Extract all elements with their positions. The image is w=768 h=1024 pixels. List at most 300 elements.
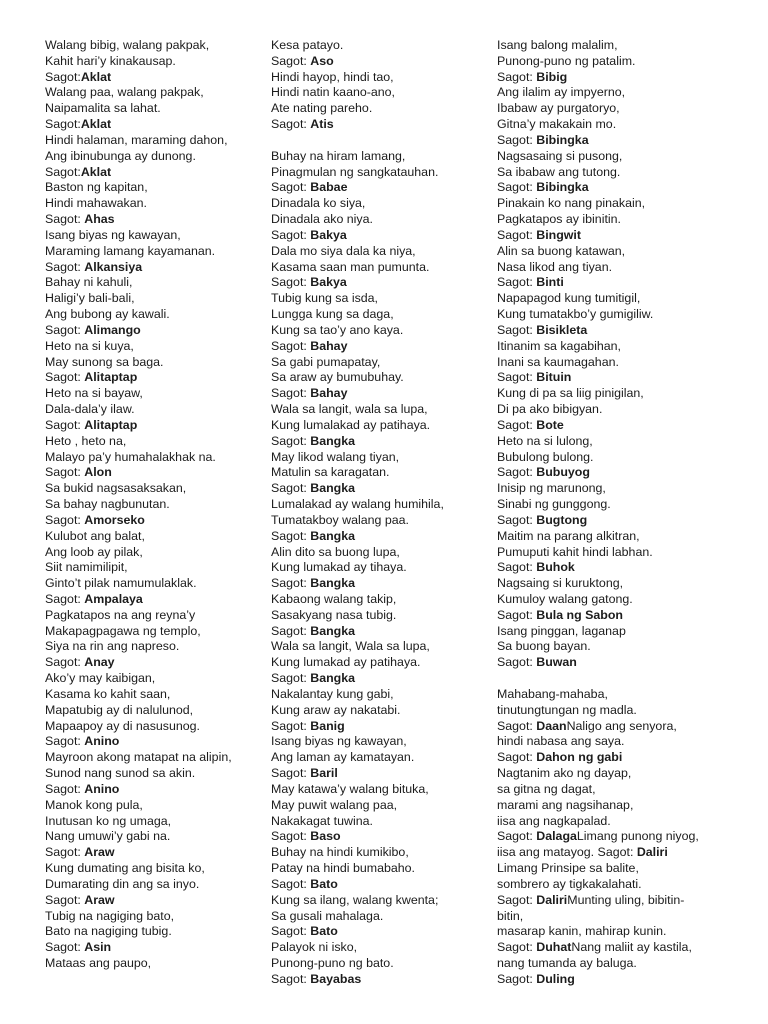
line-text: tinutungtungan ng madla. (497, 702, 637, 717)
answer-line (271, 180, 493, 196)
answer-line (45, 845, 265, 861)
line-text: May likod walang tiyan, (271, 449, 400, 464)
line-text: Sagot: (271, 924, 311, 939)
answer-text: Bugtong (536, 512, 588, 527)
line-text: Mayroon akong matapat na alipin, (45, 750, 232, 765)
riddle-line (45, 671, 265, 687)
answer-text: Buhok (536, 560, 575, 575)
line-text: Pagkatapos ay ibinitin. (497, 212, 621, 227)
line-text: Sa gusali mahalaga. (271, 908, 384, 923)
riddle-line (45, 481, 265, 497)
answer-text: Bibingka (536, 180, 589, 195)
line-text: Sagot: (271, 180, 311, 195)
line-text: Heto na si bayaw, (45, 386, 143, 401)
riddle-line (271, 149, 493, 165)
line-text: Siit namimilipit, (45, 560, 128, 575)
line-text: Nakalantay kung gabi, (271, 686, 394, 701)
line-text: Sunod nang sunod sa akin. (45, 766, 196, 781)
riddle-line (497, 339, 759, 355)
answer-text: Bato (310, 876, 338, 891)
line-text: Maraming lamang kayamanan. (45, 243, 216, 258)
riddle-line (497, 307, 759, 323)
answer-text: Bangka (310, 433, 356, 448)
answer-text: Alimango (84, 322, 141, 337)
answer-text: Aklat (80, 164, 112, 179)
answer-text: Bula ng Sabon (536, 607, 624, 622)
answer-text: Amorseko (84, 512, 145, 527)
riddle-line (497, 38, 759, 54)
answer-text: Bakya (310, 227, 347, 242)
line-text: Sagot: (497, 892, 537, 907)
line-text: Baston ng kapitan, (45, 180, 148, 195)
line-text: Sagot: (497, 971, 537, 986)
riddle-line (271, 465, 493, 481)
line-text: Inisip ng marunong, (497, 481, 606, 496)
answer-line (497, 370, 759, 386)
answer-line (497, 418, 759, 434)
line-text: Nang umuwi’y gabi na. (45, 829, 171, 844)
line-text: Ibabaw ay purgatoryo, (497, 101, 620, 116)
answer-line (45, 370, 265, 386)
answer-text: Alkansiya (84, 259, 143, 274)
line-text: Sa gabi pumapatay, (271, 354, 381, 369)
line-text: Napapagod kung tumitigil, (497, 291, 641, 306)
riddle-line (271, 323, 493, 339)
line-text: Dumarating din ang sa inyo. (45, 876, 200, 891)
answer-line (271, 972, 493, 988)
answer-text: Bangka (310, 576, 356, 591)
line-text: Ang ibinubunga ay dunong. (45, 148, 196, 163)
answer-text: Anino (84, 781, 120, 796)
answer-text: Aklat (80, 69, 112, 84)
answer-line (497, 829, 759, 845)
line-text: Sagot: (45, 892, 85, 907)
riddle-line (497, 244, 759, 260)
line-text: Wala sa langit, wala sa lupa, (271, 402, 428, 417)
line-text: Sagot: (497, 180, 537, 195)
line-text: Nagsasaing si pusong, (497, 148, 623, 163)
answer-line (45, 592, 265, 608)
line-text: Kulubot ang balat, (45, 528, 145, 543)
line-text: Malayo pa’y humahalakhak na. (45, 449, 216, 464)
line-text: Heto na si kuya, (45, 338, 134, 353)
riddle-line (271, 750, 493, 766)
riddle-line (497, 909, 759, 925)
riddle-line (45, 877, 265, 893)
line-text: Heto , heto na, (45, 433, 127, 448)
line-text: Ako’y may kaibigan, (45, 671, 156, 686)
riddle-line (497, 481, 759, 497)
riddle-line (45, 719, 265, 735)
riddle-line (271, 703, 493, 719)
riddle-line (45, 608, 265, 624)
line-text: Limang Prinsipe sa balite, (497, 861, 639, 876)
riddle-line (271, 307, 493, 323)
riddle-line (497, 703, 759, 719)
riddle-line (497, 814, 759, 830)
riddle-line (271, 402, 493, 418)
answer-line (271, 671, 493, 687)
answer-line (45, 940, 265, 956)
line-text: Sagot: (45, 512, 85, 527)
column-3 (497, 38, 759, 988)
riddle-line (271, 782, 493, 798)
riddle-line (497, 766, 759, 782)
line-text: Sagot: (271, 829, 311, 844)
line-text: Sagot: (497, 69, 537, 84)
line-text: sa gitna ng dagat, (497, 781, 596, 796)
answer-line (271, 54, 493, 70)
riddle-line (271, 893, 493, 909)
line-text: Wala sa langit, Wala sa lupa, (271, 639, 430, 654)
riddle-line (271, 244, 493, 260)
answer-line (45, 418, 265, 434)
line-text: Naligo ang senyora, (566, 718, 677, 733)
riddle-line (497, 576, 759, 592)
line-text: Hindi mahawakan. (45, 196, 147, 211)
answer-line (45, 165, 265, 181)
answer-line (271, 434, 493, 450)
riddle-line (45, 355, 265, 371)
riddle-line (45, 829, 265, 845)
line-text: Sagot: (271, 528, 311, 543)
answer-line (271, 719, 493, 735)
answer-text: Bituin (536, 370, 572, 385)
answer-line (271, 529, 493, 545)
riddle-line (45, 545, 265, 561)
line-text: Nagtanim ako ng dayap, (497, 766, 632, 781)
line-text: Kasama saan man pumunta. (271, 259, 430, 274)
line-text: Kung dumating ang bisita ko, (45, 861, 205, 876)
answer-line (271, 766, 493, 782)
riddle-line (271, 38, 493, 54)
riddle-line (497, 402, 759, 418)
riddle-line (497, 687, 759, 703)
riddle-line (271, 814, 493, 830)
answer-text: Atis (310, 117, 334, 132)
line-text: Sagot: (497, 655, 537, 670)
riddle-line (45, 38, 265, 54)
riddle-line (45, 924, 265, 940)
line-text: Punong-puno ng patalim. (497, 53, 636, 68)
riddle-line (45, 703, 265, 719)
line-text: Sagot: (45, 370, 85, 385)
line-text: Buhay na hiram lamang, (271, 148, 406, 163)
line-text: Mataas ang paupo, (45, 956, 152, 971)
riddle-line (45, 149, 265, 165)
answer-line (497, 719, 759, 735)
line-text: Sagot: (45, 117, 81, 132)
answer-line (45, 323, 265, 339)
line-text: Kung lumakad ay tihaya. (271, 560, 407, 575)
line-text: Bato na nagiging tubig. (45, 924, 172, 939)
answer-line (271, 877, 493, 893)
answer-line (497, 133, 759, 149)
answer-line (271, 624, 493, 640)
line-text: Sagot: (497, 718, 537, 733)
line-text: Sagot: (45, 322, 85, 337)
answer-text: Bubuyog (536, 465, 590, 480)
line-text: Manok kong pula, (45, 797, 143, 812)
line-text: Ang bubong ay kawali. (45, 307, 170, 322)
riddle-line (45, 85, 265, 101)
riddle-line (271, 592, 493, 608)
line-text: Sa ibabaw ang tutong. (497, 164, 621, 179)
line-text: Kung araw ay nakatabi. (271, 702, 401, 717)
stanza-gap (497, 671, 759, 687)
line-text: Bubulong bulong. (497, 449, 594, 464)
line-text: May puwit walang paa, (271, 797, 398, 812)
answer-text: Banig (310, 718, 345, 733)
answer-line (45, 893, 265, 909)
riddle-line (497, 624, 759, 640)
answer-line (497, 972, 759, 988)
line-text: Sagot: (497, 370, 537, 385)
line-text: Nakakagat tuwina. (271, 813, 373, 828)
answer-text: Daan (536, 718, 567, 733)
answer-line (45, 70, 265, 86)
line-text: Tumatakboy walang paa. (271, 512, 409, 527)
line-text: Itinanim sa kagabihan, (497, 338, 621, 353)
line-text: Dala mo siya dala ka niya, (271, 243, 416, 258)
line-text: Kumuloy walang gatong. (497, 591, 633, 606)
riddle-line (271, 734, 493, 750)
riddle-line (271, 101, 493, 117)
riddle-line (45, 402, 265, 418)
riddle-line (271, 639, 493, 655)
line-text: Dinadala ko siya, (271, 196, 366, 211)
line-text: Sagot: (271, 766, 311, 781)
answer-line (45, 513, 265, 529)
line-text: Dala-dala’y ilaw. (45, 402, 135, 417)
line-text: Sagot: (497, 750, 537, 765)
riddle-line (271, 513, 493, 529)
riddle-line (497, 956, 759, 972)
riddle-line (497, 639, 759, 655)
answer-line (271, 275, 493, 291)
riddle-line (271, 497, 493, 513)
riddle-line (497, 434, 759, 450)
line-text: Ang laman ay kamatayan. (271, 750, 415, 765)
riddle-line (271, 355, 493, 371)
riddle-line (45, 275, 265, 291)
line-text: Limang punong niyog, (576, 829, 699, 844)
line-text: Kung sa ilang, walang kwenta; (271, 892, 439, 907)
stanza-gap (271, 133, 493, 149)
line-text: Buhay na hindi kumikibo, (271, 845, 409, 860)
line-text: Sagot: (271, 876, 311, 891)
line-text: Sagot: (497, 607, 537, 622)
riddle-line (45, 639, 265, 655)
riddle-line (497, 861, 759, 877)
riddle-line (497, 196, 759, 212)
riddle-line (45, 244, 265, 260)
line-text: Nasa likod ang tiyan. (497, 259, 613, 274)
answer-text: Bingwit (536, 227, 582, 242)
answer-text: Ahas (84, 212, 115, 227)
line-text: Sagot: (45, 259, 85, 274)
answer-text: Aklat (80, 117, 112, 132)
line-text: Nang maliit ay kastila, (571, 940, 692, 955)
riddle-line (45, 101, 265, 117)
riddle-line (45, 687, 265, 703)
answer-line (45, 734, 265, 750)
line-text: Sagot: (45, 845, 85, 860)
column-2 (271, 38, 493, 988)
riddle-line (497, 117, 759, 133)
line-text: iisa ang nagkapalad. (497, 813, 611, 828)
line-text: Sagot: (271, 481, 311, 496)
line-text: Kesa patayo. (271, 38, 344, 52)
line-text: Sagot: (497, 322, 537, 337)
answer-text: Duhat (536, 940, 572, 955)
answer-text: Bangka (310, 623, 356, 638)
line-text: Pinakain ko nang pinakain, (497, 196, 646, 211)
line-text: Sagot: (271, 53, 311, 68)
answer-text: Araw (84, 845, 115, 860)
line-text: iisa ang matayog. Sagot: (497, 845, 637, 860)
line-text: Walang bibig, walang pakpak, (45, 38, 210, 52)
answer-text: Bayabas (310, 971, 362, 986)
line-text: Sagot: (497, 132, 537, 147)
answer-line (45, 655, 265, 671)
line-text: Sagot: (271, 433, 311, 448)
line-text: Inutusan ko ng umaga, (45, 813, 172, 828)
line-text: Sinabi ng gunggong. (497, 497, 611, 512)
answer-line (497, 513, 759, 529)
line-text: Kahit hari’y kinakausap. (45, 53, 176, 68)
line-text: Sagot: (45, 212, 85, 227)
answer-line (271, 228, 493, 244)
answer-line (271, 117, 493, 133)
line-text: Sa buong bayan. (497, 639, 591, 654)
line-text: Isang biyas ng kawayan, (271, 734, 407, 749)
riddle-line (45, 861, 265, 877)
line-text: Di pa ako bibigyan. (497, 402, 603, 417)
line-text: Ate nating pareho. (271, 101, 373, 116)
answer-line (497, 655, 759, 671)
line-text: Maitim na parang alkitran, (497, 528, 640, 543)
riddle-line (497, 798, 759, 814)
line-text: Nagsaing si kuruktong, (497, 576, 624, 591)
answer-line (271, 576, 493, 592)
line-text: Palayok ni isko, (271, 940, 358, 955)
line-text: Kung di pa sa liig pinigilan, (497, 386, 644, 401)
line-text: Matulin sa karagatan. (271, 465, 390, 480)
riddle-line (271, 845, 493, 861)
answer-text: Bibingka (536, 132, 589, 147)
line-text: Sagot: (271, 971, 311, 986)
line-text: Kung lumakad ay patihaya. (271, 655, 421, 670)
answer-text: Anino (84, 734, 120, 749)
line-text: Heto na si lulong, (497, 433, 593, 448)
riddle-line (497, 450, 759, 466)
line-text: Sagot: (45, 591, 85, 606)
line-text: Munting uling, bibitin- (567, 892, 685, 907)
line-text: Sagot: (45, 164, 81, 179)
riddle-line (497, 782, 759, 798)
riddle-line (497, 545, 759, 561)
answer-text: Anay (84, 655, 115, 670)
line-text: Lungga kung sa daga, (271, 307, 394, 322)
answer-text: Duling (536, 971, 575, 986)
line-text: Sagot: (497, 560, 537, 575)
riddle-line (271, 545, 493, 561)
answer-line (497, 845, 759, 861)
line-text: Sa araw ay bumubuhay. (271, 370, 404, 385)
line-text: Sagot: (271, 671, 311, 686)
line-text: Sagot: (271, 576, 311, 591)
riddle-line (271, 608, 493, 624)
line-text: Sagot: (45, 734, 85, 749)
line-text: Inani sa kaumagahan. (497, 354, 619, 369)
riddle-line (45, 450, 265, 466)
line-text: Lumalakad ay walang humihila, (271, 497, 444, 512)
riddle-line (497, 54, 759, 70)
line-text: Sagot: (45, 417, 85, 432)
riddle-line (497, 165, 759, 181)
line-text: Pinagmulan ng sangkatauhan. (271, 164, 439, 179)
line-text: May sunong sa baga. (45, 354, 164, 369)
riddle-line (271, 260, 493, 276)
riddle-line (497, 101, 759, 117)
riddle-line (497, 212, 759, 228)
line-text: Sagot: (497, 512, 537, 527)
line-text: Ang loob ay pilak, (45, 544, 143, 559)
riddle-line (271, 940, 493, 956)
answer-text: Bangka (310, 481, 356, 496)
riddle-line (45, 291, 265, 307)
answer-text: Baril (310, 766, 338, 781)
answer-text: Binti (536, 275, 564, 290)
riddle-line (497, 529, 759, 545)
line-text: marami ang nagsihanap, (497, 797, 634, 812)
answer-line (497, 465, 759, 481)
riddle-line (497, 877, 759, 893)
answer-line (497, 180, 759, 196)
line-text: Hindi halaman, maraming dahon, (45, 132, 228, 147)
line-text: hindi nabasa ang saya. (497, 734, 625, 749)
answer-line (45, 465, 265, 481)
riddle-line (45, 529, 265, 545)
answer-text: Babae (310, 180, 348, 195)
line-text: Ginto’t pilak namumulaklak. (45, 576, 197, 591)
line-text: Mapaapoy ay di nasusunog. (45, 718, 200, 733)
line-text: Dinadala ako niya. (271, 212, 373, 227)
riddle-line (271, 956, 493, 972)
answer-line (497, 275, 759, 291)
line-text: Sagot: (271, 227, 311, 242)
riddle-line (45, 307, 265, 323)
riddle-line (497, 734, 759, 750)
answer-text: Buwan (536, 655, 577, 670)
riddle-line (45, 750, 265, 766)
riddle-line (45, 909, 265, 925)
answer-text: Asin (84, 940, 112, 955)
riddle-line (271, 70, 493, 86)
riddle-line (271, 861, 493, 877)
riddle-line (45, 386, 265, 402)
line-text: Sagot: (497, 940, 537, 955)
answer-line (45, 212, 265, 228)
riddle-line (271, 85, 493, 101)
answer-line (497, 940, 759, 956)
line-text: Isang balong malalim, (497, 38, 618, 52)
line-text: Sagot: (497, 465, 537, 480)
line-text: Sagot: (497, 829, 537, 844)
line-text: masarap kanin, mahirap kunin. (497, 924, 667, 939)
line-text: Sagot: (271, 275, 311, 290)
